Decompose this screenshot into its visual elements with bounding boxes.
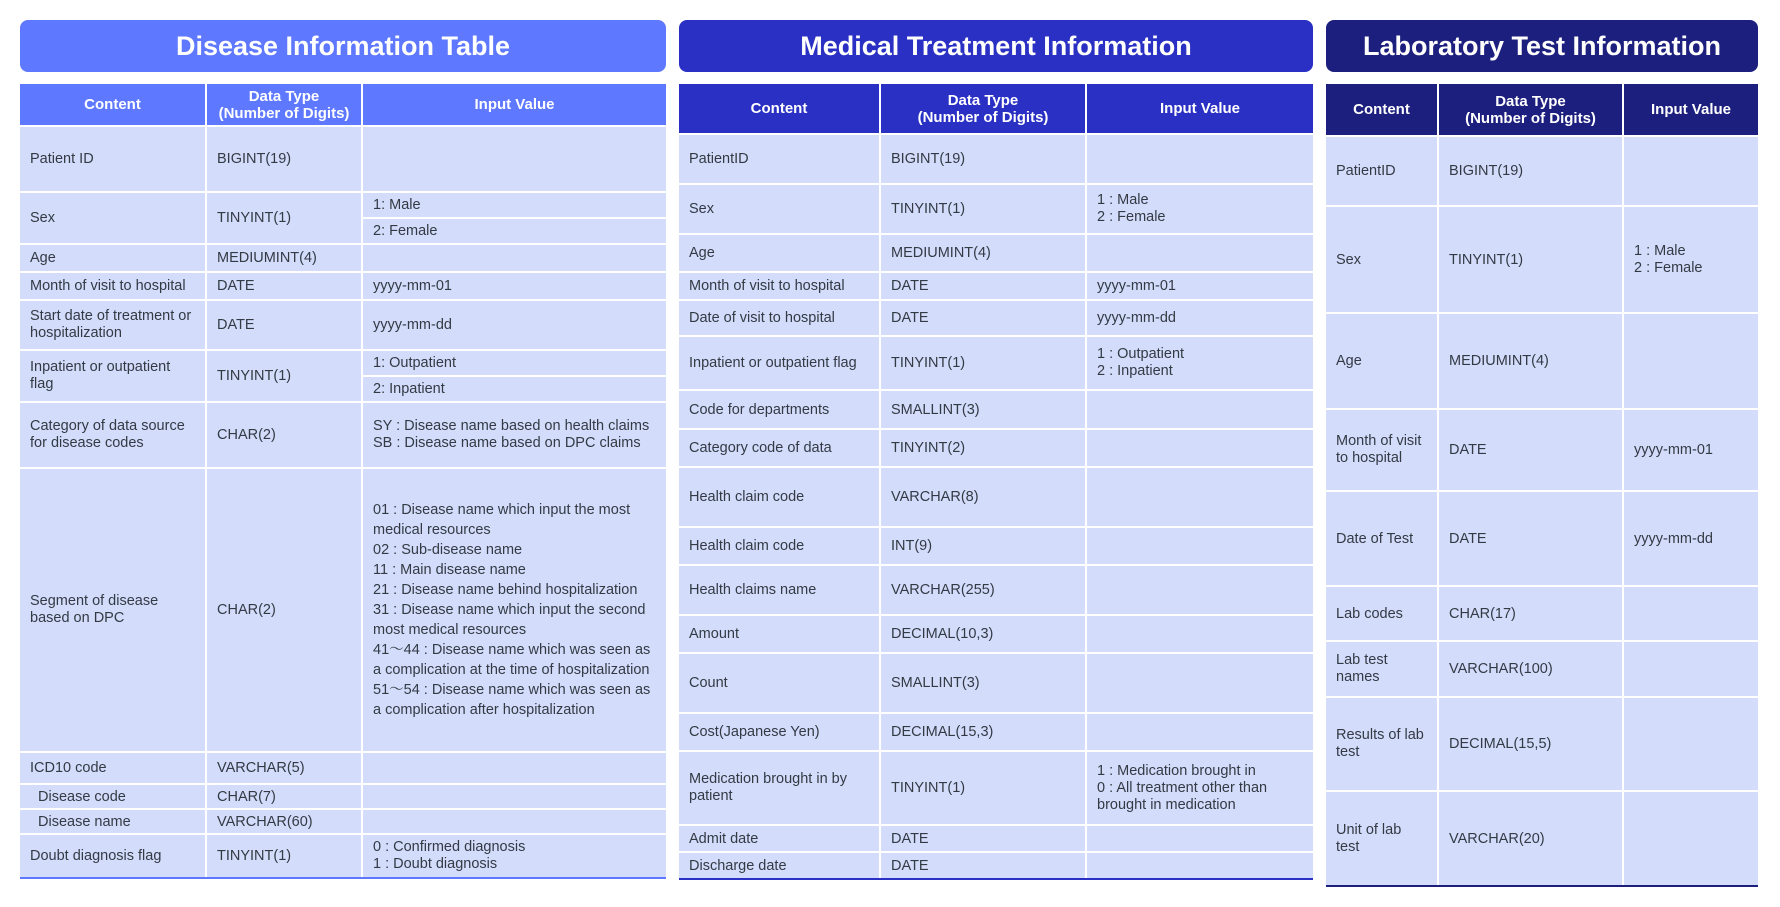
cell-type: VARCHAR(60) bbox=[206, 809, 362, 834]
cell-type: DECIMAL(15,5) bbox=[1438, 697, 1623, 791]
header-input-value: Input Value bbox=[1086, 84, 1313, 134]
cell-value: 01 : Disease name which input the most medical resources 02 : Sub-disease name 11 : Main disease name 21 : Disease name behind hospitalization 31 : Disease name which input the second most medical resources 41〜44 : Disease name which was seen as a complication at the time of hospitalization 51〜54 : Disease name which was seen as a complication after hospitalization bbox=[362, 468, 666, 752]
table-row bbox=[679, 713, 1313, 751]
treatment-title: Medical Treatment Information bbox=[679, 20, 1313, 72]
cell-value bbox=[1086, 713, 1313, 751]
cell-content: Segment of disease based on DPC bbox=[20, 468, 206, 752]
cell-value: 1 : Medication brought in 0 : All treatment other than brought in medication bbox=[1086, 751, 1313, 825]
cell-content: Cost(Japanese Yen) bbox=[679, 713, 880, 751]
table-row bbox=[20, 752, 666, 784]
cell-value: yyyy-mm-01 bbox=[362, 272, 666, 300]
cell-content: Count bbox=[679, 653, 880, 713]
table-row bbox=[679, 272, 1313, 300]
table-row bbox=[20, 350, 666, 376]
cell-type: DATE bbox=[1438, 409, 1623, 491]
cell-content: Month of visit to hospital bbox=[20, 272, 206, 300]
cell-value bbox=[362, 784, 666, 809]
table-row bbox=[1326, 697, 1758, 791]
table-row bbox=[679, 300, 1313, 336]
cell-content: Month of visit to hospital bbox=[1326, 409, 1438, 491]
cell-value bbox=[1086, 234, 1313, 272]
header-data-type: Data Type (Number of Digits) bbox=[1438, 84, 1623, 136]
cell-content: Code for departments bbox=[679, 390, 880, 429]
cell-content: ICD10 code bbox=[20, 752, 206, 784]
cell-value bbox=[1623, 136, 1758, 206]
cell-type: VARCHAR(5) bbox=[206, 752, 362, 784]
header-content: Content bbox=[20, 84, 206, 126]
table-row bbox=[1326, 491, 1758, 586]
table-row bbox=[20, 834, 666, 878]
cell-value: yyyy-mm-dd bbox=[1086, 300, 1313, 336]
table-row bbox=[679, 390, 1313, 429]
cell-content: Month of visit to hospital bbox=[679, 272, 880, 300]
cell-type: VARCHAR(255) bbox=[880, 565, 1086, 615]
table-row bbox=[20, 244, 666, 272]
cell-content: Discharge date bbox=[679, 852, 880, 879]
table-row bbox=[20, 272, 666, 300]
cell-value bbox=[1623, 791, 1758, 886]
cell-type: DECIMAL(15,3) bbox=[880, 713, 1086, 751]
cell-value bbox=[1623, 586, 1758, 641]
disease-table bbox=[20, 84, 666, 879]
cell-value bbox=[1086, 852, 1313, 879]
header-data-type: Data Type (Number of Digits) bbox=[880, 84, 1086, 134]
cell-type: DATE bbox=[206, 272, 362, 300]
cell-type: TINYINT(1) bbox=[880, 336, 1086, 390]
lab-title: Laboratory Test Information bbox=[1326, 20, 1758, 72]
table-row bbox=[20, 126, 666, 192]
table-row bbox=[1326, 409, 1758, 491]
cell-type: SMALLINT(3) bbox=[880, 653, 1086, 713]
cell-content: Start date of treatment or hospitalization bbox=[20, 300, 206, 350]
cell-value: SY : Disease name based on health claims SB : Disease name based on DPC claims bbox=[362, 402, 666, 468]
table-row bbox=[1326, 791, 1758, 886]
header-row bbox=[20, 84, 666, 126]
table-row bbox=[679, 234, 1313, 272]
table-row bbox=[679, 751, 1313, 825]
cell-type: TINYINT(1) bbox=[206, 834, 362, 878]
header-row bbox=[1326, 84, 1758, 136]
cell-type: BIGINT(19) bbox=[880, 134, 1086, 184]
cell-content: Health claim code bbox=[679, 467, 880, 527]
cell-type: BIGINT(19) bbox=[206, 126, 362, 192]
cell-type: TINYINT(2) bbox=[880, 429, 1086, 467]
cell-type: DATE bbox=[880, 272, 1086, 300]
cell-value: yyyy-mm-01 bbox=[1623, 409, 1758, 491]
table-row bbox=[679, 336, 1313, 390]
cell-value bbox=[1086, 653, 1313, 713]
cell-content: Inpatient or outpatient flag bbox=[20, 350, 206, 402]
cell-type: MEDIUMINT(4) bbox=[880, 234, 1086, 272]
cell-type: TINYINT(1) bbox=[206, 192, 362, 244]
cell-content: Date of visit to hospital bbox=[679, 300, 880, 336]
lab-panel bbox=[1326, 20, 1758, 887]
cell-value: 2: Female bbox=[362, 218, 666, 244]
cell-content: Health claim code bbox=[679, 527, 880, 565]
cell-type: TINYINT(1) bbox=[880, 184, 1086, 234]
cell-content: Category of data source for disease codes bbox=[20, 402, 206, 468]
header-data-type: Data Type (Number of Digits) bbox=[206, 84, 362, 126]
cell-value bbox=[1086, 390, 1313, 429]
disease-title: Disease Information Table bbox=[20, 20, 666, 72]
cell-type: DECIMAL(10,3) bbox=[880, 615, 1086, 653]
cell-value: 2: Inpatient bbox=[362, 376, 666, 402]
cell-type: SMALLINT(3) bbox=[880, 390, 1086, 429]
cell-type: CHAR(2) bbox=[206, 402, 362, 468]
cell-value: yyyy-mm-dd bbox=[362, 300, 666, 350]
cell-value: 1 : Male 2 : Female bbox=[1086, 184, 1313, 234]
cell-content: Lab test names bbox=[1326, 641, 1438, 697]
table-row bbox=[679, 653, 1313, 713]
cell-type: MEDIUMINT(4) bbox=[1438, 313, 1623, 409]
table-row bbox=[1326, 136, 1758, 206]
cell-content: Doubt diagnosis flag bbox=[20, 834, 206, 878]
cell-type: CHAR(7) bbox=[206, 784, 362, 809]
table-row bbox=[679, 565, 1313, 615]
cell-type: INT(9) bbox=[880, 527, 1086, 565]
cell-content: Age bbox=[20, 244, 206, 272]
treatment-table bbox=[679, 84, 1313, 880]
cell-value bbox=[1623, 313, 1758, 409]
table-row bbox=[20, 809, 666, 834]
cell-content: Amount bbox=[679, 615, 880, 653]
cell-value bbox=[1086, 615, 1313, 653]
cell-value bbox=[1086, 527, 1313, 565]
cell-type: TINYINT(1) bbox=[206, 350, 362, 402]
cell-content: Age bbox=[679, 234, 880, 272]
cell-type: DATE bbox=[880, 852, 1086, 879]
cell-value bbox=[362, 126, 666, 192]
table-row bbox=[679, 615, 1313, 653]
cell-content: Patient ID bbox=[20, 126, 206, 192]
lab-table bbox=[1326, 84, 1758, 887]
cell-type: CHAR(2) bbox=[206, 468, 362, 752]
table-row bbox=[20, 784, 666, 809]
cell-content: Medication brought in by patient bbox=[679, 751, 880, 825]
cell-type: VARCHAR(100) bbox=[1438, 641, 1623, 697]
cell-content: Inpatient or outpatient flag bbox=[679, 336, 880, 390]
cell-type: DATE bbox=[880, 825, 1086, 852]
cell-value bbox=[1086, 429, 1313, 467]
table-row bbox=[679, 467, 1313, 527]
table-row bbox=[679, 134, 1313, 184]
header-content: Content bbox=[679, 84, 880, 134]
table-row bbox=[679, 429, 1313, 467]
table-row bbox=[20, 402, 666, 468]
cell-value bbox=[1086, 467, 1313, 527]
cell-value bbox=[1623, 641, 1758, 697]
cell-content: PatientID bbox=[1326, 136, 1438, 206]
cell-value bbox=[1086, 134, 1313, 184]
cell-type: DATE bbox=[880, 300, 1086, 336]
cell-type: TINYINT(1) bbox=[880, 751, 1086, 825]
cell-value: 1: Outpatient bbox=[362, 350, 666, 376]
cell-value bbox=[362, 752, 666, 784]
cell-type: TINYINT(1) bbox=[1438, 206, 1623, 313]
table-row bbox=[1326, 641, 1758, 697]
table-row bbox=[1326, 206, 1758, 313]
cell-content: Results of lab test bbox=[1326, 697, 1438, 791]
cell-value bbox=[362, 809, 666, 834]
header-row bbox=[679, 84, 1313, 134]
cell-content: Unit of lab test bbox=[1326, 791, 1438, 886]
cell-value: yyyy-mm-dd bbox=[1623, 491, 1758, 586]
cell-value: 1 : Outpatient 2 : Inpatient bbox=[1086, 336, 1313, 390]
cell-value: 1: Male bbox=[362, 192, 666, 218]
cell-value bbox=[1086, 825, 1313, 852]
cell-type: DATE bbox=[206, 300, 362, 350]
cell-value bbox=[1623, 697, 1758, 791]
cell-type: VARCHAR(20) bbox=[1438, 791, 1623, 886]
header-input-value: Input Value bbox=[362, 84, 666, 126]
table-row bbox=[20, 468, 666, 752]
cell-value: 1 : Male 2 : Female bbox=[1623, 206, 1758, 313]
table-row bbox=[679, 825, 1313, 852]
cell-content: Sex bbox=[20, 192, 206, 244]
cell-content: Sex bbox=[679, 184, 880, 234]
cell-content: Disease name bbox=[20, 809, 206, 834]
cell-content: Category code of data bbox=[679, 429, 880, 467]
cell-type: MEDIUMINT(4) bbox=[206, 244, 362, 272]
cell-content: Health claims name bbox=[679, 565, 880, 615]
cell-value: 0 : Confirmed diagnosis 1 : Doubt diagnosis bbox=[362, 834, 666, 878]
cell-value bbox=[362, 244, 666, 272]
disease-panel bbox=[20, 20, 666, 879]
table-row bbox=[1326, 586, 1758, 641]
header-input-value: Input Value bbox=[1623, 84, 1758, 136]
cell-type: CHAR(17) bbox=[1438, 586, 1623, 641]
cell-type: BIGINT(19) bbox=[1438, 136, 1623, 206]
header-content: Content bbox=[1326, 84, 1438, 136]
cell-content: Age bbox=[1326, 313, 1438, 409]
cell-content: Admit date bbox=[679, 825, 880, 852]
cell-content: Date of Test bbox=[1326, 491, 1438, 586]
cell-type: DATE bbox=[1438, 491, 1623, 586]
table-row bbox=[679, 184, 1313, 234]
cell-content: Sex bbox=[1326, 206, 1438, 313]
cell-content: Lab codes bbox=[1326, 586, 1438, 641]
table-row bbox=[20, 192, 666, 218]
cell-value bbox=[1086, 565, 1313, 615]
table-row bbox=[679, 527, 1313, 565]
table-row bbox=[20, 300, 666, 350]
cell-content: PatientID bbox=[679, 134, 880, 184]
cell-content: Disease code bbox=[20, 784, 206, 809]
cell-value: yyyy-mm-01 bbox=[1086, 272, 1313, 300]
table-row bbox=[679, 852, 1313, 879]
cell-type: VARCHAR(8) bbox=[880, 467, 1086, 527]
table-row bbox=[1326, 313, 1758, 409]
treatment-panel bbox=[679, 20, 1313, 880]
